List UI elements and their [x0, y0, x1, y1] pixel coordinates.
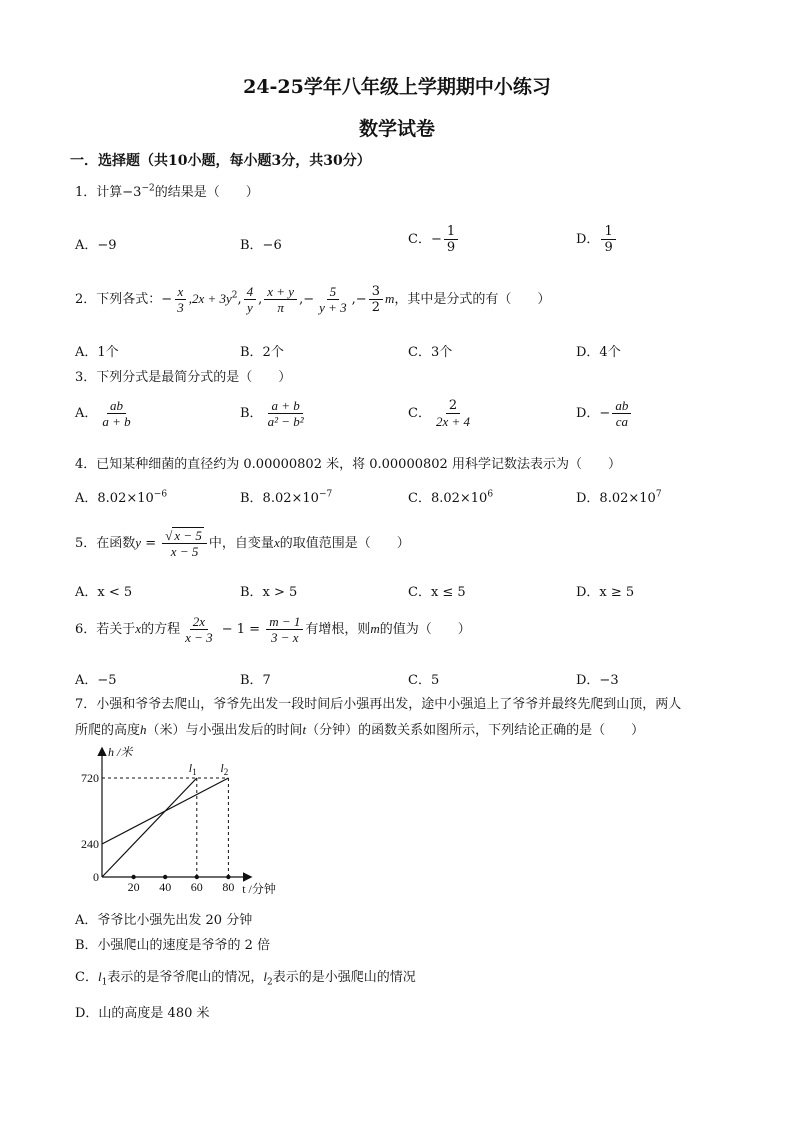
q7-c-sub2: 2: [266, 977, 273, 988]
page-subtitle: 数学试卷: [358, 118, 435, 140]
q6-option-d[interactable]: D．−3: [576, 673, 619, 688]
q4-option-d[interactable]: [576, 487, 662, 506]
q7-c-text2: 表示的是爷爷爬山的情况，: [107, 970, 264, 985]
question-7-line2: [75, 719, 644, 738]
q7-c-l2: l: [263, 969, 267, 984]
q4-d-text: D．8.02×10: [576, 491, 656, 506]
q5-den: x − 5: [170, 544, 199, 559]
q2-t6-den: 2: [371, 300, 380, 315]
q3-c-den: 2x + 4: [435, 414, 470, 429]
q4-b-exp: −7: [318, 489, 333, 500]
series-label-l2: $l_2$: [220, 761, 229, 777]
q5-numerator: √ x − 5: [162, 528, 207, 544]
q1-exp: −2: [141, 183, 155, 194]
q6-r-den: 3 − x: [271, 630, 299, 645]
q1-option-d[interactable]: [576, 224, 618, 255]
q1-option-a[interactable]: A．−9: [75, 238, 117, 253]
q3-option-c[interactable]: [408, 398, 475, 429]
q2-t5-den: y + 3: [319, 300, 347, 315]
q5-option-c[interactable]: C．x ≤ 5: [408, 585, 466, 600]
x-tick-dot-20: [131, 875, 135, 879]
question-6: [75, 614, 471, 645]
q7-line2b: （米）与小强出发后的时间: [146, 723, 303, 738]
x-tick-label-40: 40: [159, 880, 172, 894]
q6-var: x: [135, 621, 142, 636]
q6-suffix2: 的值为（ ）: [379, 622, 471, 637]
q2-t6-var: m: [384, 291, 395, 306]
series-line-l2: [102, 778, 228, 844]
q6-l-den: x − 3: [185, 630, 213, 645]
question-1: [75, 181, 259, 200]
q4-a-exp: −6: [153, 489, 168, 500]
q3-b-label: B．: [240, 406, 263, 421]
q2-t2-exp: 2: [231, 290, 238, 301]
q2-suffix: ，其中是分式的有（ ）: [394, 292, 551, 307]
q3-a-num: ab: [107, 398, 126, 414]
series-line-l1: [102, 778, 197, 877]
page-title: 24-25学年八年级上学期期中小练习: [243, 76, 551, 98]
y-tick-label-240: 240: [81, 837, 99, 851]
q1-suffix: 的结果是（ ）: [154, 185, 259, 200]
x-tick-dot-40: [163, 875, 167, 879]
q3-d-label: D．−: [576, 406, 611, 421]
q7-c-text3: 表示的是小强爬山的情况: [272, 970, 416, 985]
q4-option-b[interactable]: [240, 487, 332, 506]
q3-option-a[interactable]: [75, 398, 136, 429]
q2-t6-num: 3: [369, 284, 383, 300]
q2-t3-den: y: [246, 300, 253, 315]
y-tick-label-720: 720: [81, 771, 99, 785]
q7-c-label: C．: [75, 970, 98, 985]
x-tick-label-60: 60: [190, 880, 203, 894]
question-4: 4．已知某种细菌的直径约为 0.00000802 米，将 0.00000802 用科学记数法表示为（ ）: [75, 457, 621, 472]
q3-a-label: A．: [75, 406, 98, 421]
q7-t: t: [302, 722, 307, 737]
q5-var2: x: [273, 535, 280, 550]
q6-r-num: m − 1: [266, 614, 303, 630]
q5-option-b[interactable]: B．x > 5: [240, 585, 298, 600]
q4-c-exp: 6: [487, 489, 494, 500]
question-7-line1: 7．小强和爷爷去爬山，爷爷先出发一段时间后小强再出发，途中小强追上了爷爷并最终先爬到山顶，两人: [75, 697, 682, 712]
q6-option-c[interactable]: C．5: [408, 673, 440, 688]
q7-c-l1: l: [97, 969, 102, 984]
q4-b-text: B．8.02×10: [240, 491, 319, 506]
q7-line2a: 所爬的高度: [75, 723, 141, 738]
q6-l-num: 2x: [190, 614, 208, 630]
q5-prefix: 5．在函数: [75, 536, 136, 551]
q1-c-num: 1: [444, 224, 458, 240]
section-heading: 一．选择题（共10小题，每小题3分，共30分）: [70, 153, 371, 169]
q2-t3-num: 4: [244, 284, 257, 300]
q5-eq: =: [141, 536, 161, 551]
x-tick-label-20: 20: [127, 880, 140, 894]
q6-prefix: 6．若关于: [75, 622, 136, 637]
x-tick-label-80: 80: [222, 880, 235, 894]
q7-c-sub1: 1: [101, 977, 108, 988]
q1-c-label: C．−: [408, 232, 442, 247]
q7-option-b[interactable]: B．小强爬山的速度是爷爷的 2 倍: [75, 938, 271, 953]
q4-c-text: C．8.02×10: [408, 491, 488, 506]
q5-suffix2: 的取值范围是（ ）: [279, 536, 410, 551]
q3-d-den: ca: [615, 414, 628, 429]
q2-t4-den: π: [277, 300, 284, 315]
q7-option-a[interactable]: A．爷爷比小强先出发 20 分钟: [75, 913, 253, 928]
q2-t1-den: 3: [177, 300, 184, 315]
q7-option-c[interactable]: [75, 966, 416, 988]
origin-label: 0: [93, 870, 99, 884]
q3-c-label: C．: [408, 406, 431, 421]
x-tick-dot-60: [195, 875, 199, 879]
q2-option-b[interactable]: B．2个: [240, 345, 284, 360]
q4-option-c[interactable]: [408, 487, 493, 506]
q1-option-b[interactable]: B．−6: [240, 238, 282, 253]
q1-option-c[interactable]: [408, 224, 460, 255]
q2-t4-num: x + y: [264, 284, 297, 300]
q4-a-text: A．8.02×10: [75, 491, 154, 506]
q3-b-den: a² − b²: [267, 414, 304, 429]
q7-chart: [70, 743, 320, 898]
q7-line2c: （分钟）的函数关系如图所示，下列结论正确的是（ ）: [306, 723, 645, 738]
q6-var2: m: [370, 621, 380, 636]
q2-option-d[interactable]: D．4个: [576, 345, 621, 360]
q3-option-d[interactable]: [576, 398, 633, 429]
q5-sqrt-num: x − 5: [174, 528, 202, 543]
q1-prefix: 1．计算: [75, 185, 123, 200]
y-axis-label: h /米: [108, 745, 133, 759]
q4-option-a[interactable]: [75, 487, 167, 506]
q2-t5-num: 5: [327, 284, 340, 300]
question-5: [75, 528, 410, 559]
q3-d-num: ab: [612, 398, 631, 414]
q2-t2: ,2x + 3y: [188, 291, 232, 306]
q1-d-den: 9: [604, 240, 613, 255]
q3-a-den: a + b: [102, 414, 131, 429]
q6-suffix: 有增根，则: [305, 622, 371, 637]
q1-d-label: D．: [576, 232, 600, 247]
q6-option-b[interactable]: B．7: [240, 673, 271, 688]
q6-mid: 的方程: [141, 622, 181, 637]
q3-option-b[interactable]: [240, 398, 309, 429]
q7-option-d[interactable]: D．山的高度是 480 米: [75, 1006, 210, 1021]
q2-option-c[interactable]: C．3个: [408, 345, 453, 360]
q5-suffix: 中，自变量: [208, 536, 274, 551]
x-tick-dot-80: [226, 875, 230, 879]
q2-option-a[interactable]: A．1个: [75, 345, 119, 360]
q5-option-d[interactable]: D．x ≥ 5: [576, 585, 635, 600]
series-label-l1: $l_1$: [188, 761, 197, 777]
q5-var: y: [135, 535, 142, 550]
q2-prefix: 2．下列各式：: [75, 292, 162, 307]
question-2: 2．下列各式：− $\frac{x}{3}$ $,2x + 3y^2$, $\frac{4}{y}$ , $\frac{x + y}{\pi}$ ,− $\frac{5}{y + 3}$ ,− $\frac{3}{2}$ m，其中是分式的有（ ）: [75, 284, 551, 315]
x-axis-label: t /分钟: [242, 882, 276, 896]
q1-c-den: 9: [446, 240, 456, 255]
question-3: 3．下列分式是最简分式的是（ ）: [75, 370, 292, 385]
q6-minus: − 1 =: [217, 622, 265, 637]
q7-h: h: [140, 722, 147, 737]
q3-b-num: a + b: [268, 398, 302, 414]
q6-option-a[interactable]: A．−5: [75, 673, 117, 688]
q3-c-num: 2: [446, 398, 460, 414]
q1-d-num: 1: [601, 224, 615, 240]
q2-t1-num: x: [175, 284, 187, 300]
q1-expr: −3: [122, 185, 142, 200]
q4-d-exp: 7: [655, 489, 662, 500]
q5-option-a[interactable]: A．x < 5: [75, 585, 133, 600]
